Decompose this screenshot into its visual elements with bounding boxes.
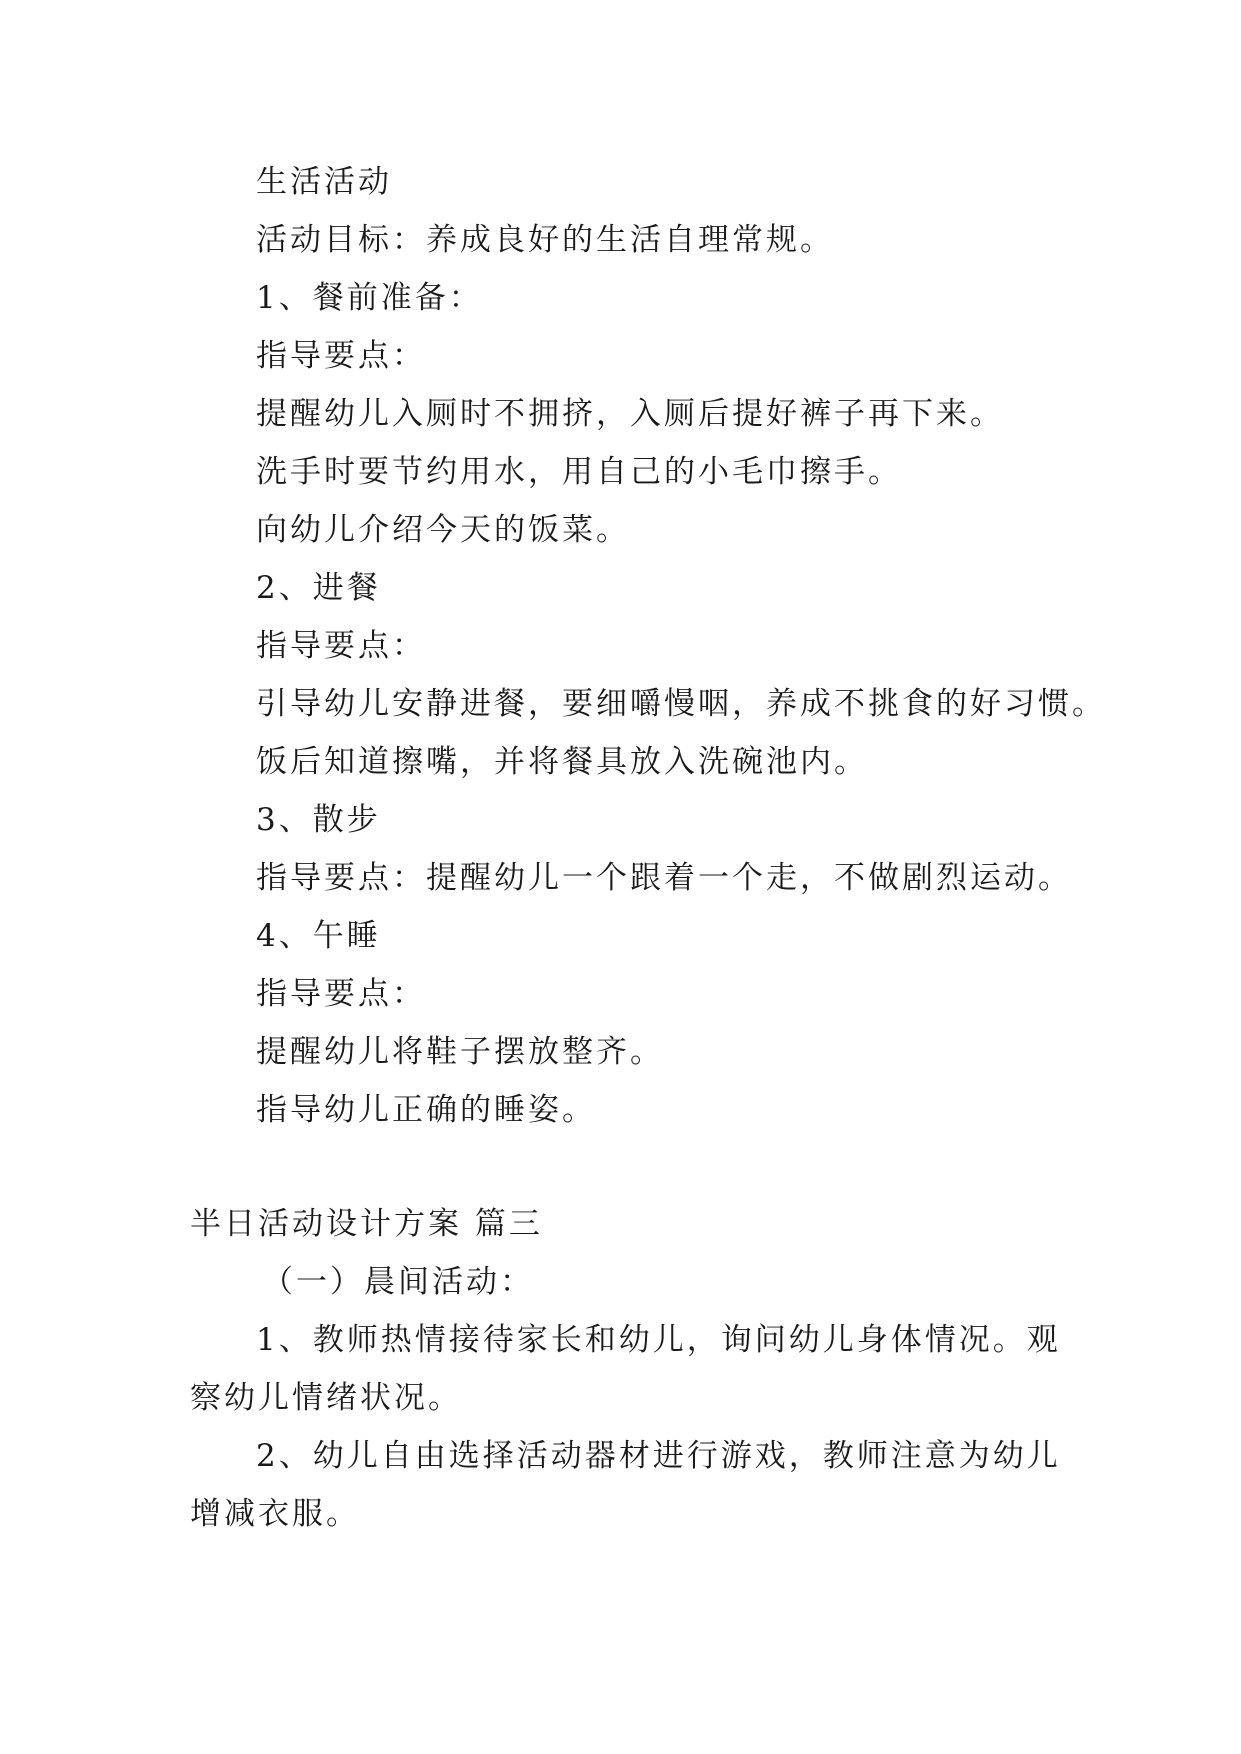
- guide-label: 指导要点：: [256, 628, 426, 664]
- paragraph-line: 增减衣服。: [190, 1496, 360, 1532]
- paragraph-line: 1、教师热情接待家长和幼儿，询问幼儿身体情况。观: [256, 1322, 1061, 1358]
- guide-label: 指导要点：: [256, 976, 426, 1012]
- activity-goal: 活动目标：养成良好的生活自理常规。: [256, 222, 834, 258]
- section-heading-part-three: 半日活动设计方案 篇三: [190, 1206, 543, 1242]
- guide-point: 提醒幼儿入厕时不拥挤，入厕后提好裤子再下来。: [256, 396, 1004, 432]
- item-title-nap: 4、午睡: [256, 918, 381, 954]
- item-title-walk: 3、散步: [256, 802, 381, 838]
- guide-point: 提醒幼儿将鞋子摆放整齐。: [256, 1034, 664, 1070]
- guide-point: 指导幼儿正确的睡姿。: [256, 1092, 596, 1128]
- guide-label: 指导要点：提醒幼儿一个跟着一个走，不做剧烈运动。: [256, 860, 1072, 896]
- guide-point: 洗手时要节约用水，用自己的小毛巾擦手。: [256, 454, 902, 490]
- guide-point: 向幼儿介绍今天的饭菜。: [256, 512, 630, 548]
- section-heading-life-activity: 生活活动: [256, 164, 392, 200]
- item-title-pre-meal: 1、餐前准备：: [256, 280, 483, 316]
- guide-point: 饭后知道擦嘴，并将餐具放入洗碗池内。: [256, 744, 868, 780]
- guide-point: 引导幼儿安静进餐，要细嚼慢咽，养成不挑食的好习惯。: [256, 686, 1106, 722]
- paragraph-line: 察幼儿情绪状况。: [190, 1380, 462, 1416]
- item-title-meal: 2、进餐: [256, 570, 381, 606]
- paragraph-line: 2、幼儿自由选择活动器材进行游戏，教师注意为幼儿: [256, 1438, 1061, 1474]
- subsection-heading-morning: （一）晨间活动：: [262, 1264, 534, 1300]
- guide-label: 指导要点：: [256, 338, 426, 374]
